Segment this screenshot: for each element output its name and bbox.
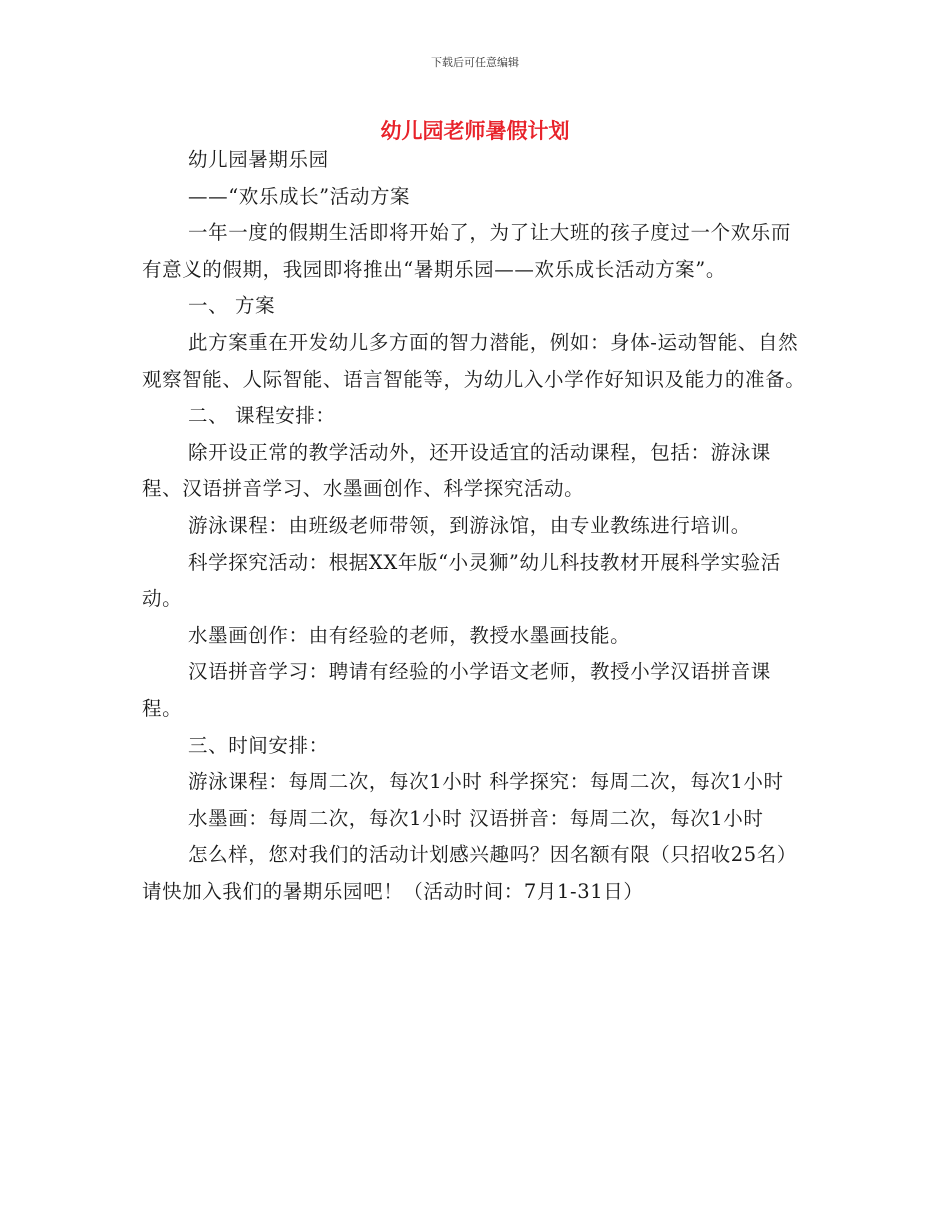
paragraph-ink-painting: 水墨画创作：由有经验的老师，教授水墨画技能。 bbox=[188, 623, 631, 647]
document-body bbox=[142, 142, 810, 910]
paragraph-science: 科学探究活动：根据XX年版“小灵狮”幼儿科技教材开展科学实验活动。 bbox=[142, 550, 781, 611]
heading-section-2: 二、 课程安排： bbox=[188, 404, 336, 428]
paragraph-subtitle: 幼儿园暑期乐园 bbox=[188, 148, 329, 171]
paragraph-section-1: 此方案重在开发幼儿多方面的智力潜能，例如：身体-运动智能、自然观察智能、人际智能、语言智能等，为幼儿入小学作好知识及能力的准备。 bbox=[142, 330, 806, 391]
paragraph-closing: 怎么样，您对我们的活动计划感兴趣吗？因名额有限（只招收25名）请快加入我们的暑期乐园吧！（活动时间：7月1-31日） bbox=[142, 843, 797, 903]
paragraph-courses: 除开设正常的教学活动外，还开设适宜的活动课程，包括：游泳课程、汉语拼音学习、水墨画创作、科学探究活动。 bbox=[142, 440, 771, 501]
paragraph-intro: 一年一度的假期生活即将开始了，为了让大班的孩子度过一个欢乐而有意义的假期，我园即将推出“暑期乐园——欢乐成长活动方案”。 bbox=[142, 221, 792, 281]
heading-section-1: 一、 方案 bbox=[188, 294, 276, 318]
paragraph-swimming: 游泳课程：由班级老师带领，到游泳馆，由专业教练进行培训。 bbox=[188, 513, 751, 537]
heading-section-3: 三、时间安排： bbox=[188, 733, 329, 757]
header-note: 下载后可任意编辑 bbox=[431, 56, 519, 69]
paragraph-plan-name: ——“欢乐成长”活动方案 bbox=[188, 184, 411, 208]
paragraph-pinyin: 汉语拼音学习：聘请有经验的小学语文老师，教授小学汉语拼音课程。 bbox=[142, 660, 771, 720]
document-title: 幼儿园老师暑假计划 bbox=[380, 118, 570, 143]
paragraph-schedule-1: 游泳课程：每周二次，每次1小时 科学探究：每周二次，每次1小时 bbox=[188, 770, 784, 794]
paragraph-schedule-2: 水墨画：每周二次，每次1小时 汉语拼音：每周二次，每次1小时 bbox=[188, 806, 764, 830]
